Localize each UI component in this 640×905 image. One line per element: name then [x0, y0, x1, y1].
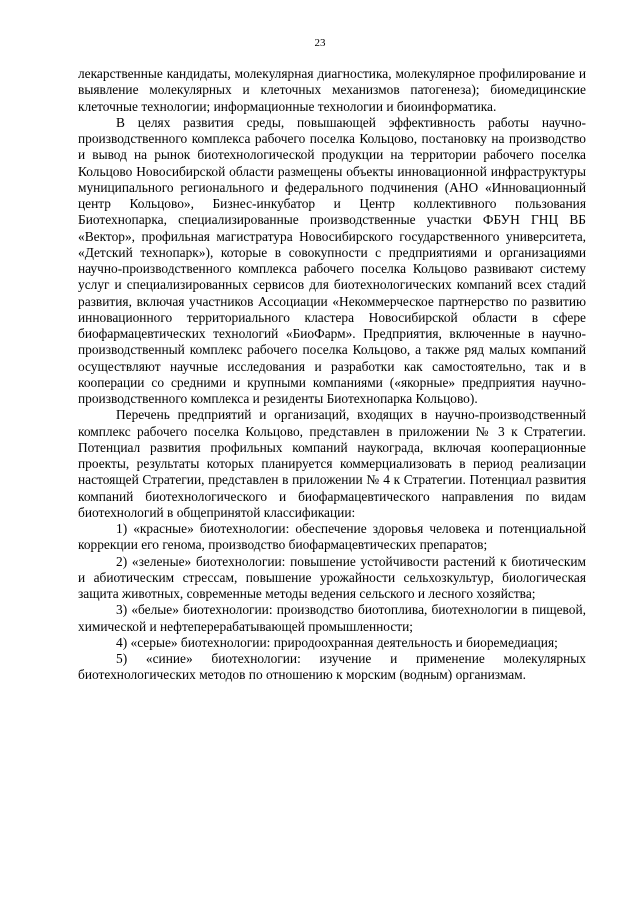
paragraph-infrastructure: В целях развития среды, повышающей эффективность работы научно-производственного комплекса рабочего поселка Кольцово, постановку на производство и вывод на рынок биотехнологической продукции на территории рабочего поселка Кольцово Новосибирской области размещены объекты инновационной инфраструктуры муниципального регионального и федерального подчинения (АНО «Инновационный центр Кольцово», Бизнес-инкубатор и Центр коллективного пользования Биотехнопарка, специализированные производственные участки ФБУН ГНЦ ВБ «Вектор», профильная магистратура Новосибирского государственного университета, «Детский технопарк»), которые в совокупности с предприятиями и организациями научно-производственного комплекса рабочего поселка Кольцово развивают систему услуг и специализированных сервисов для биотехнологических компаний всех стадий развития, включая участников Ассоциации «Некоммерческое партнерство по развитию инновационного территориального кластера Новосибирской области в сфере биофармацевтических технологий «БиоФарм». Предприятия, включенные в научно-производственный комплекс рабочего поселка Кольцово, а также ряд малых компаний осуществляют научные исследования и разработки как самостоятельно, так и в кооперации со средними и крупными компаниями («якорные» предприятия научно-производственного комплекса и резиденты Биотехнопарка Кольцово).	[78, 114, 586, 406]
list-item-blue-biotech: 5) «синие» биотехнологии: изучение и применение молекулярных биотехнологических методов по отношению к морским (водным) организмам.	[78, 651, 586, 683]
list-item-white-biotech: 3) «белые» биотехнологии: производство биотоплива, биотехнологии в пищевой, химической и нефтеперерабатывающей промышленности;	[78, 602, 586, 634]
list-item-green-biotech: 2) «зеленые» биотехнологии: повышение устойчивости растений к биотическим и абиотическим стрессам, повышение урожайности сельхозкультур, биологическая защита животных, современные методы ведения сельского и лесного хозяйства;	[78, 553, 586, 601]
list-item-red-biotech: 1) «красные» биотехнологии: обеспечение здоровья человека и потенциальной коррекции его генома, производство биофармацевтических препаратов;	[78, 521, 586, 553]
page-number: 23	[314, 37, 326, 49]
paragraph-enterprises: Перечень предприятий и организаций, входящих в научно-производственный комплекс рабочего поселка Кольцово, представлен в приложении № 3 к Стратегии. Потенциал развития профильных компаний наукограда, включая кооперационные проекты, результаты которых планируется коммерциализовать в период реализации настоящей Стратегии, представлен в приложении № 4 к Стратегии. Потенциал развития компаний биотехнологического и биофармацевтического направления по видам биотехнологий в общепринятой классификации:	[78, 407, 586, 520]
paragraph-continuation: лекарственные кандидаты, молекулярная диагностика, молекулярное профилирование и выявление молекулярных и клеточных механизмов патогенеза); биомедицинские клеточные технологии; информационные технологии и биоинформатика.	[78, 66, 586, 114]
list-item-grey-biotech: 4) «серые» биотехнологии: природоохранная деятельность и биоремедиация;	[116, 634, 558, 650]
document-body	[78, 66, 586, 684]
